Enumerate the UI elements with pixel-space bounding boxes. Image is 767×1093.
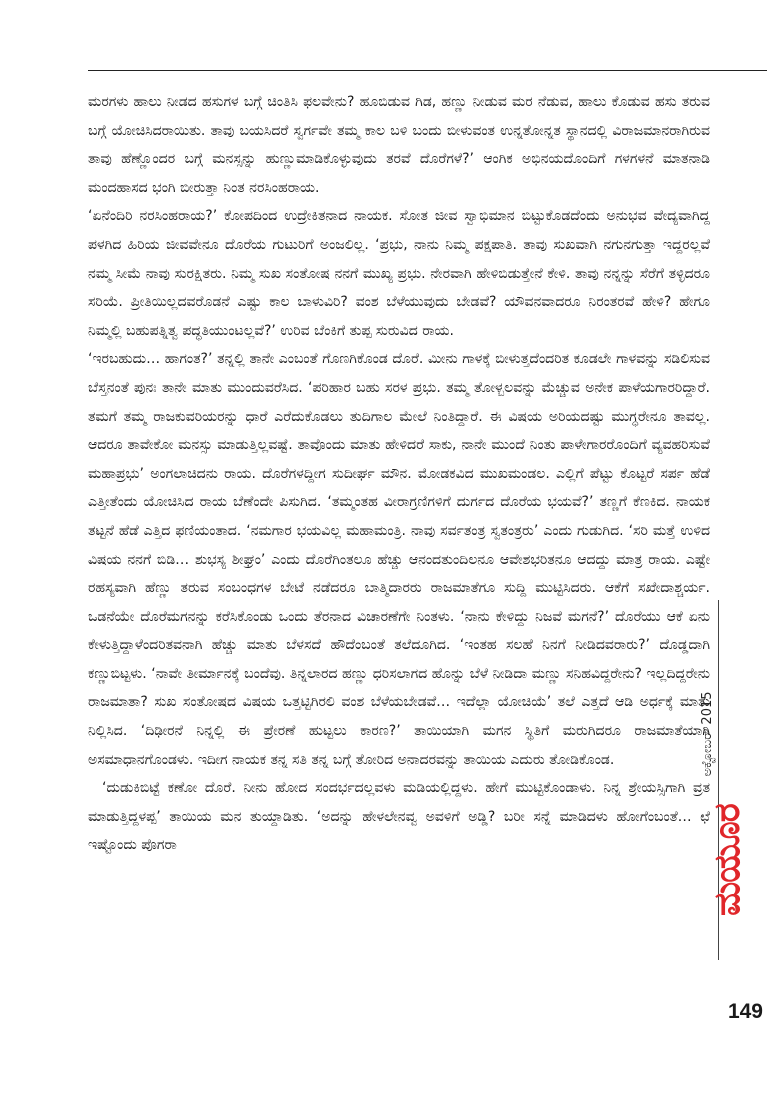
article-body — [88, 88, 710, 860]
header-rule — [88, 70, 767, 71]
page-number: 149 — [727, 1000, 763, 1023]
paragraph: ಮರಗಳು ಹಾಲು ನೀಡದ ಹಸುಗಳ ಬಗ್ಗೆ ಚಿಂತಿಸಿ ಫಲವೇನು? ಹೂಬಿಡುವ ಗಿಡ, ಹಣ್ಣು ನೀಡುವ ಮರ ನೆಡುವ, ಹಾಲು ಕೊಡುವ ಹಸು ತರುವ ಬಗ್ಗೆ ಯೋಚಿಸಿದರಾಯಿತು. ತಾವು ಬಯಸಿದರೆ ಸ್ವರ್ಗವೇ ತಮ್ಮ ಕಾಲ ಬಳಿ ಬಂದು ಬೀಳುವಂತ ಉನ್ನತೋನ್ನತ ಸ್ಥಾನದಲ್ಲಿ ವಿರಾಜಮಾನರಾಗಿರುವ ತಾವು ಹೆಣ್ಣೊಂದರ ಬಗ್ಗೆ ಮನಸ್ಸನ್ನು ಹುಣ್ಣುಮಾಡಿಕೊಳ್ಳುವುದು ತರವೆ ದೊರೆಗಳೆ?’ ಆಂಗಿಕ ಅಭಿನಯದೊಂದಿಗೆ ಗಳಗಳನೆ ಮಾತನಾಡಿ ಮಂದಹಾಸದ ಭಂಗಿ ಬೀರುತ್ತಾ ನಿಂತ ನರಸಿಂಹರಾಯ. — [88, 94, 710, 196]
magazine-logo: ಮಯೂರ — [706, 804, 748, 916]
paragraph: ‘ಇರಬಹುದು… ಹಾಗಂತ?’ ತನ್ನಲ್ಲಿ ತಾನೇ ಎಂಬಂತೆ ಗೊಣಗಿಕೊಂಡ ದೊರೆ. ಮೀನು ಗಾಳಕ್ಕೆ ಬೀಳುತ್ತದೆಂದರಿತ ಕೂಡಲೇ ಗಾಳವನ್ನು ಸಡಿಲಿಸುವ ಬೆಸ್ತನಂತೆ ಪುನಃ ತಾನೇ ಮಾತು ಮುಂದುವರೆಸಿದ. ‘ಪರಿಹಾರ ಬಹು ಸರಳ ಪ್ರಭು. ತಮ್ಮ ತೋಳ್ಬಲವನ್ನು ಮೆಚ್ಚುವ ಅನೇಕ ಪಾಳೆಯಗಾರರಿದ್ದಾರೆ. ತಮಗೆ ತಮ್ಮ ರಾಜಕುವರಿಯರನ್ನು ಧಾರೆ ಎರೆದುಕೊಡಲು ತುದಿಗಾಲ ಮೇಲೆ ನಿಂತಿದ್ದಾರೆ. ಈ ವಿಷಯ ಅರಿಯದಷ್ಟು ಮುಗ್ಧರೇನೂ ತಾವಲ್ಲ. ಆದರೂ ತಾವೇಕೋ ಮನಸ್ಸು ಮಾಡುತ್ತಿಲ್ಲವಷ್ಟೆ. ತಾವೊಂದು ಮಾತು ಹೇಳಿದರೆ ಸಾಕು, ನಾನೇ ಮುಂದೆ ನಿಂತು ಪಾಳೇಗಾರರೊಂದಿಗೆ ವ್ಯವಹರಿಸುವೆ ಮಹಾಪ್ರಭು’ ಅಂಗಲಾಚಿದನು ರಾಯ. ದೊರೆಗಳದ್ದೀಗ ಸುದೀರ್ಘ ಮೌನ. ಮೋಡಕವಿದ ಮುಖಮಂಡಲ. ಎಲ್ಲಿಗೆ ಪೆಟ್ಟು ಕೊಟ್ಟರೆ ಸರ್ಪ ಹೆಡೆ ಎತ್ತೀತೆಂದು ಯೋಚಿಸಿದ ರಾಯ ಬೆಣೆಂದೇ ಪಿಸುಗಿದ. ‘ತಮ್ಮಂತಹ ವೀರಾಗ್ರಣಿಗಳಿಗೆ ದುರ್ಗದ ದೊರೆಯ ಭಯವೆ?’ ತಣ್ಣಗೆ ಕೆಣಕಿದ. ನಾಯಕ ತಟ್ಟನೆ ಹೆಡೆ ಎತ್ತಿದ ಫಣಿಯಂತಾದ. ‘ನಮಗಾರ ಭಯವಿಲ್ಲ ಮಹಾಮಂತ್ರಿ. ನಾವು ಸರ್ವತಂತ್ರ ಸ್ವತಂತ್ರರು’ ಎಂದು ಗುಡುಗಿದ. ‘ಸರಿ ಮತ್ತೆ ಉಳಿದ ವಿಷಯ ನನಗೆ ಬಿಡಿ… ಶುಭಸ್ಯ ಶೀಘ್ರಂ’ ಎಂದು ದೊರೆಗಿಂತಲೂ ಹೆಚ್ಚು ಆನಂದತುಂದಿಲನೂ ಆವೇಶಭರಿತನೂ ಆದದ್ದು ಮಾತ್ರ ರಾಯ. ಎಷ್ಟೇ ರಹಸ್ಯವಾಗಿ ಹೆಣ್ಣು ತರುವ ಸಂಬಂಧಗಳ ಬೇಟೆ ನಡೆದರೂ ಬಾತ್ಮಿದಾರರು ರಾಜಮಾತೆಗೂ ಸುದ್ದಿ ಮುಟ್ಟಿಸಿದರು. ಆಕೆಗೆ ಸಖೇದಾಶ್ಚರ್ಯ. ಒಡನೆಯೇ ದೊರೆಮಗನನ್ನು ಕರೆಸಿಕೊಂಡು ಒಂದು ತೆರನಾದ ವಿಚಾರಣೆಗೇ ನಿಂತಳು. ‘ನಾನು ಕೇಳಿದ್ದು ನಿಜವೆ ಮಗನೆ?’ ದೊರೆಯು ಆಕೆ ಏನು ಕೇಳುತ್ತಿದ್ದಾಳೆಂದರಿತವನಾಗಿ ಹೆಚ್ಚು ಮಾತು ಬೆಳಸದೆ ಹೌದೆಂಬಂತೆ ತಲೆದೂಗಿದ. ‘ಇಂತಹ ಸಲಹೆ ನಿನಗೆ ನೀಡಿದವರಾರು?’ ದೊಡ್ಡದಾಗಿ ಕಣ್ಣುಬಿಟ್ಟಳು. ‘ನಾವೇ ತೀರ್ಮಾನಕ್ಕೆ ಬಂದೆವು. ತಿನ್ನಲಾರದ ಹಣ್ಣು ಧರಿಸಲಾಗದ ಹೊನ್ನು ಬೆಳೆ ನೀಡಿದಾ ಮಣ್ಣು ಸನಿಹವಿದ್ದರೇನು? ಇಲ್ಲದಿದ್ದರೇನು ರಾಜಮಾತಾ? ಸುಖ ಸಂತೋಷದ ವಿಷಯ ಒತ್ತಟ್ಟಿಗಿರಲಿ ವಂಶ ಬೆಳೆಯಬೇಡವೆ… ಇದೆಲ್ಲಾ ಯೋಚಿಯೆ’ ತಲೆ ಎತ್ತದೆ ಆಡಿ ಅರ್ಧಕ್ಕೆ ಮಾತು ನಿಲ್ಲಿಸಿದ. ‘ದಿಢೀರನೆ ನಿನ್ನಲ್ಲಿ ಈ ಪ್ರೇರಣೆ ಹುಟ್ಟಲು ಕಾರಣ?’ ತಾಯಿಯಾಗಿ ಮಗನ ಸ್ಥಿತಿಗೆ ಮರುಗಿದರೂ ರಾಜಮಾತೆಯಾಗಿ ಅಸಮಾಧಾನಗೊಂಡಳು. ಇದೀಗ ನಾಯಕ ತನ್ನ ಸತಿ ತನ್ನ ಬಗ್ಗೆ ತೋರಿದ ಅನಾದರವನ್ನು ತಾಯಿಯ ಎದುರು ತೋಡಿಕೊಂಡ. — [88, 351, 710, 768]
issue-date: ಅಕ್ಟೋಬರ್ 2015 — [700, 691, 715, 777]
paragraph: ‘ದುಡುಕಿಬಿಟ್ಟೆ ಕಣೋ ದೊರೆ. ನೀನು ಹೋದ ಸಂದರ್ಭದಲ್ಲವಳು ಮಡಿಯಲ್ಲಿದ್ದಳು. ಹೇಗೆ ಮುಟ್ಟಿಕೊಂಡಾಳು. ನಿನ್ನ ಶ್ರೇಯಸ್ಸಿಗಾಗಿ ವ್ರತ ಮಾಡುತ್ತಿದ್ದಳಪ್ಪ’ ತಾಯಿಯ ಮನ ತುಯ್ದಾಡಿತು. ‘ಅದನ್ನು ಹೇಳಲೇನವ್ವ ಅವಳಿಗೆ ಅಡ್ಡಿ? ಬರೀ ಸನ್ನೆ ಮಾಡಿದಳು ಹೋಗೆಂಬಂತೆ… ಛೆ ಇಷ್ಟೊಂದು ಪೊಗರಾ — [88, 780, 710, 854]
paragraph: ‘ಏನೆಂದಿರಿ ನರಸಿಂಹರಾಯ?’ ಕೋಪದಿಂದ ಉದ್ರೇಕಿತನಾದ ನಾಯಕ. ಸೋತ ಜೀವ ಸ್ವಾಭಿಮಾನ ಬಿಟ್ಟುಕೊಡದೆಂದು ಅನುಭವ ವೇದ್ಯವಾಗಿದ್ದ ಪಳಗಿದ ಹಿರಿಯ ಜೀವವೇನೂ ದೊರೆಯ ಗುಟುರಿಗೆ ಅಂಜಲಿಲ್ಲ. ‘ಪ್ರಭು, ನಾನು ನಿಮ್ಮ ಪಕ್ಷಪಾತಿ. ತಾವು ಸುಖವಾಗಿ ನಗುನಗುತ್ತಾ ಇದ್ದರಲ್ಲವೆ ನಮ್ಮ ಸೀಮೆ ನಾವು ಸುರಕ್ಷಿತರು. ನಿಮ್ಮ ಸುಖ ಸಂತೋಷ ನನಗೆ ಮುಖ್ಯ ಪ್ರಭು. ನೇರವಾಗಿ ಹೇಳಿಬಿಡುತ್ತೇನೆ ಕೇಳಿ. ತಾವು ನನ್ನನ್ನು ಸೆರೆಗೆ ತಳ್ಳಿದರೂ ಸರಿಯೆ. ಪ್ರೀತಿಯಿಲ್ಲದವರೊಡನೆ ಎಷ್ಟು ಕಾಲ ಬಾಳುವಿರಿ? ವಂಶ ಬೆಳೆಯುವುದು ಬೇಡವೆ? ಯೌವನವಾದರೂ ನಿರಂತರವೆ ಹೇಳಿ? ಹೇಗೂ ನಿಮ್ಮಲ್ಲಿ ಬಹುಪತ್ನಿತ್ವ ಪದ್ಧತಿಯುಂಟಲ್ಲವೆ?’ ಉರಿವ ಬೆಂಕಿಗೆ ತುಪ್ಪ ಸುರುವಿದ ರಾಯ. — [88, 208, 710, 339]
